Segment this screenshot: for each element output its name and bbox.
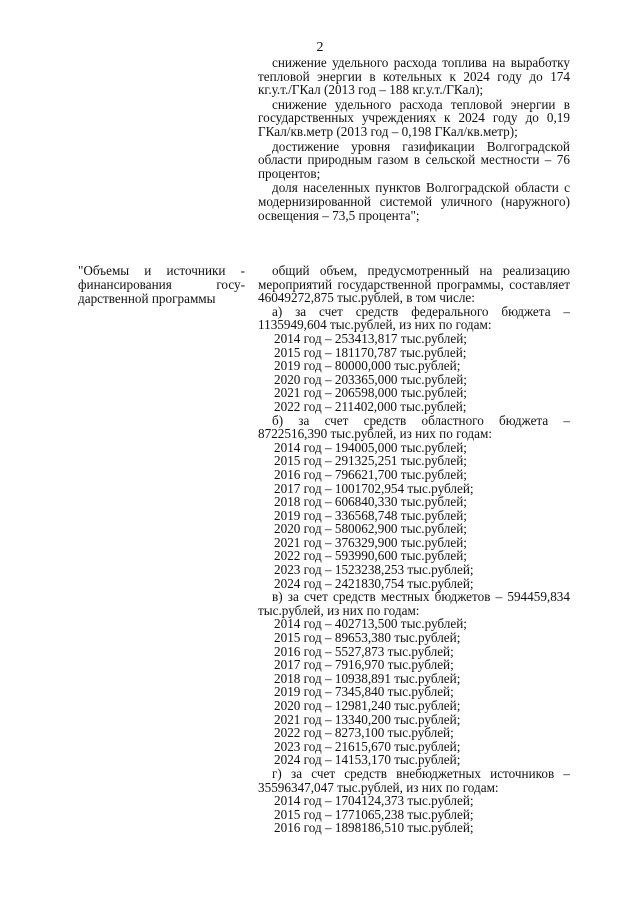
source-heading: в) за счет средств местных бюджетов – 594459,834 тыс.рублей, из них по годам:: [258, 589, 570, 618]
year-line: 2015 год – 181170,787 тыс.рублей;: [274, 344, 467, 360]
year-line: 2022 год – 593990,600 тыс.рублей;: [274, 548, 467, 564]
year-line: 2014 год – 253413,817 тыс.рублей;: [274, 330, 467, 346]
source-heading: г) за счет средств внебюджетных источников – 35596347,047 тыс.рублей, из них по годам:: [258, 765, 570, 795]
year-line: 2017 год – 1001702,954 тыс.рублей;: [274, 480, 474, 496]
year-line: 2020 год – 203365,000 тыс.рублей;: [274, 371, 467, 387]
year-line: 2017 год – 7916,970 тыс.рублей;: [274, 657, 454, 673]
year-line: 2014 год – 194005,000 тыс.рублей;: [274, 439, 467, 455]
year-line: 2016 год – 1898186,510 тыс.рублей;: [274, 820, 474, 836]
year-line: 2019 год – 7345,840 тыс.рублей;: [274, 684, 454, 700]
year-line: 2016 год – 796621,700 тыс.рублей;: [274, 466, 467, 482]
year-line: 2022 год – 211402,000 тыс.рублей;: [274, 398, 467, 414]
year-line: 2021 год – 13340,200 тыс.рублей;: [274, 711, 461, 727]
year-line: 2016 год – 5527,873 тыс.рублей;: [274, 643, 454, 659]
indicator-paragraph: доля населенных пунктов Волгоградской области с модернизированной системой уличного (наружного) освещения – 73,5 процента";: [258, 180, 570, 223]
funding-label: "Объемы и источники - финансирования госу- дарственной программы: [78, 263, 245, 306]
source-local: [258, 590, 570, 767]
year-line: 2020 год – 12981,240 тыс.рублей;: [274, 698, 461, 713]
indicators-block: [258, 56, 570, 222]
indicator-paragraph: снижение удельного расхода тепловой энергии в государственных учреждениях к 2024 году до 0,19 ГКал/кв.метр (2013 год – 0,198 ГКал/кв.метр);: [258, 96, 570, 139]
year-line: 2019 год – 336568,748 тыс.рублей;: [274, 507, 467, 523]
year-line: 2024 год – 14153,170 тыс.рублей;: [274, 752, 461, 768]
source-extrabudgetary: [258, 767, 570, 835]
year-line: 2018 год – 606840,330 тыс.рублей;: [274, 494, 467, 510]
year-line: 2021 год – 376329,900 тыс.рублей;: [274, 534, 467, 550]
year-line: 2015 год – 89653,380 тыс.рублей;: [274, 630, 461, 646]
source-heading: б) за счет средств областного бюджета – 8722516,390 тыс.рублей, из них по годам:: [258, 412, 570, 442]
year-line: 2018 год – 10938,891 тыс.рублей;: [274, 670, 461, 686]
year-line: 2019 год – 80000,000 тыс.рублей;: [274, 358, 461, 374]
year-line: 2015 год – 1771065,238 тыс.рублей;: [274, 806, 474, 822]
indicator-paragraph: снижение удельного расхода топлива на выработку тепловой энергии в котельных к 2024 году до 174 кг.у.т./ГКал (2013 год – 188 кг.у.т./ГКал);: [258, 55, 570, 98]
source-federal: [258, 305, 570, 414]
year-line: 2014 год – 402713,500 тыс.рублей;: [274, 616, 467, 632]
year-line: 2023 год – 1523238,253 тыс.рублей;: [274, 562, 474, 578]
year-line: 2014 год – 1704124,373 тыс.рублей;: [274, 793, 474, 809]
indicator-paragraph: достижение уровня газификации Волгоградской области природным газом в сельской местности – 76 процентов;: [258, 138, 570, 181]
year-line: 2024 год – 2421830,754 тыс.рублей;: [274, 575, 474, 591]
source-heading: а) за счет средств федерального бюджета – 1135949,604 тыс.рублей, из них по годам:: [258, 303, 570, 333]
year-line: 2015 год – 291325,251 тыс.рублей;: [274, 453, 467, 469]
year-line: 2023 год – 21615,670 тыс.рублей;: [274, 738, 461, 754]
year-line: 2020 год – 580062,900 тыс.рублей;: [274, 521, 467, 537]
source-regional: [258, 414, 570, 591]
funding-block: [258, 264, 570, 835]
funding-intro: общий объем, предусмотренный на реализацию мероприятий государственной программы, составляет 46049272,875 тыс.рублей, в том числе:: [258, 263, 570, 306]
page-number: 2: [316, 40, 324, 55]
year-line: 2022 год – 8273,100 тыс.рублей;: [274, 725, 454, 741]
year-line: 2021 год – 206598,000 тыс.рублей;: [274, 385, 467, 401]
